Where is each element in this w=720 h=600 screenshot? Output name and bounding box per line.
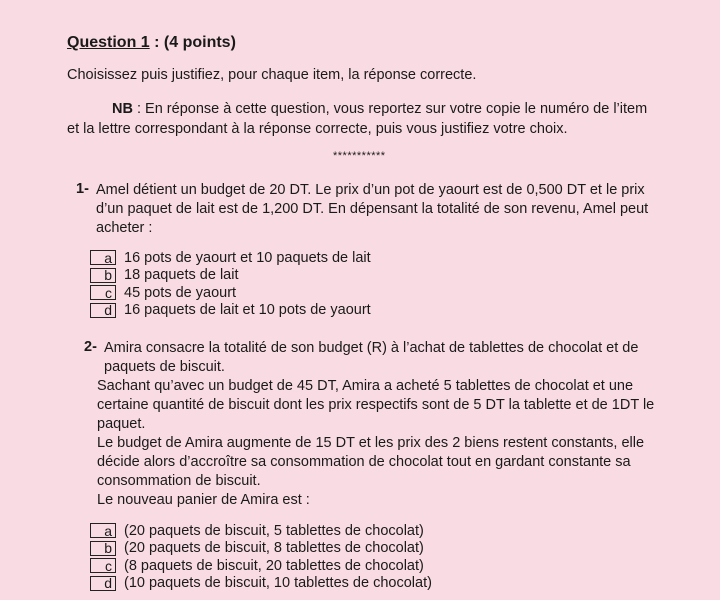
question-title <box>67 34 236 52</box>
option-d[interactable] <box>90 302 371 320</box>
option-b[interactable] <box>90 540 432 558</box>
option-letter-box: d <box>90 303 116 318</box>
option-a[interactable] <box>90 522 432 540</box>
statement-line: Sachant qu’avec un budget de 45 DT, Amira a acheté 5 tablettes de chocolat et une <box>97 378 634 394</box>
option-text: (8 paquets de biscuit, 20 tablettes de chocolat) <box>124 557 424 574</box>
separator: *********** <box>333 150 386 162</box>
item-1-statement <box>96 181 648 238</box>
item-1-options <box>90 249 371 319</box>
option-b[interactable] <box>90 267 371 285</box>
option-c[interactable] <box>90 557 432 575</box>
option-c[interactable] <box>90 284 371 302</box>
statement-line: Amira consacre la totalité de son budget (R) à l’achat de tablettes de chocolat et de <box>104 340 639 356</box>
statement-line: Le budget de Amira augmente de 15 DT et les prix des 2 biens restent constants, elle <box>97 435 645 451</box>
statement-line: acheter : <box>96 220 153 236</box>
option-text: 45 pots de yaourt <box>124 284 237 301</box>
question-label: Question 1 <box>67 34 150 51</box>
nb-note <box>67 99 667 139</box>
instructions: Choisissez puis justifiez, pour chaque item, la réponse correcte. <box>67 67 477 83</box>
option-a[interactable] <box>90 249 371 267</box>
item-1-number: 1- <box>76 181 89 197</box>
option-letter-box: b <box>90 268 116 283</box>
option-letter-box: a <box>90 523 116 538</box>
statement-line: certaine quantité de biscuit dont les prix respectifs sont de 5 DT la tablette et de 1DT le <box>97 397 655 413</box>
statement-line: d’un paquet de lait est de 1,200 DT. En dépensant la totalité de son revenu, Amel peut <box>96 201 649 217</box>
option-text: 18 paquets de lait <box>124 267 239 284</box>
statement-line: consommation de biscuit. <box>97 473 261 489</box>
statement-line: décide alors d’accroître sa consommation de chocolat tout en gardant constante sa <box>97 454 631 470</box>
nb-line1: : En réponse à cette question, vous reportez sur votre copie le numéro de l’item <box>132 101 648 117</box>
option-text: (20 paquets de biscuit, 8 tablettes de chocolat) <box>124 540 424 557</box>
nb-label: NB <box>112 101 133 117</box>
option-text: 16 paquets de lait et 10 pots de yaourt <box>124 302 371 319</box>
statement-line: Le nouveau panier de Amira est : <box>97 492 310 508</box>
item-2-options <box>90 522 432 592</box>
item-2-statement <box>97 339 654 510</box>
option-letter-box: c <box>90 558 116 573</box>
option-text: (10 paquets de biscuit, 10 tablettes de chocolat) <box>124 575 432 592</box>
nb-line2: et la lettre correspondant à la réponse correcte, puis vous justifiez votre choix. <box>67 121 568 137</box>
statement-line: paquets de biscuit. <box>104 359 225 375</box>
option-text: (20 paquets de biscuit, 5 tablettes de chocolat) <box>124 522 424 539</box>
statement-line: paquet. <box>97 416 146 432</box>
option-text: 16 pots de yaourt et 10 paquets de lait <box>124 249 371 266</box>
option-letter-box: a <box>90 250 116 265</box>
option-d[interactable] <box>90 575 432 593</box>
item-2-number: 2- <box>84 339 97 355</box>
option-letter-box: c <box>90 285 116 300</box>
option-letter-box: d <box>90 576 116 591</box>
statement-line: Amel détient un budget de 20 DT. Le prix d’un pot de yaourt est de 0,500 DT et le prix <box>96 182 645 198</box>
option-letter-box: b <box>90 541 116 556</box>
question-points: : (4 points) <box>149 34 236 51</box>
